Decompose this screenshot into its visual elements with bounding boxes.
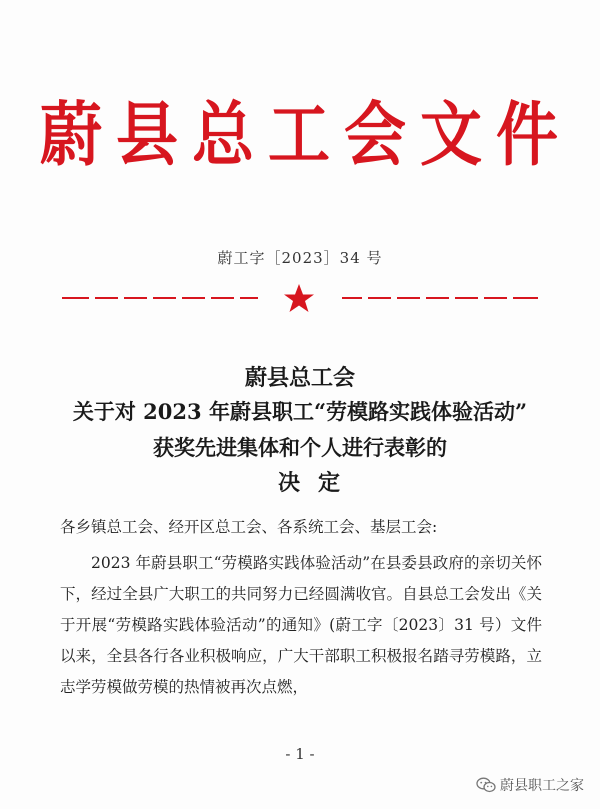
masthead-title: 蔚县总工会文件 (39, 93, 572, 176)
title-line-2: 关于对 2023 年蔚县职工“劳模路实践体验活动” (72, 399, 528, 424)
red-star-icon (282, 283, 316, 313)
page-number: - 1 - (285, 745, 315, 763)
title-line-4: 决定 (277, 470, 358, 496)
document-number: 蔚工字［2023］34 号 (217, 249, 383, 267)
title-line-3: 获奖先进集体和个人进行表彰的 (153, 435, 447, 460)
title-line-1: 蔚县总工会 (244, 365, 355, 391)
watermark (476, 775, 584, 795)
salutation: 各乡镇总工会、经开区总工会、各系统工会、基层工会: (60, 518, 438, 536)
red-divider (62, 283, 538, 313)
body-paragraph: 2023 年蔚县职工“劳模路实践体验活动”在县委县政府的亲切关怀下，经过全县广大职工的共同努力已经圆满收官。自县总工会发出《关于开展“劳模路实践体验活动”的通知》(蔚工字〔2023〕31 号）文件以来，全县各行各业积极响应，广大干部职工积极报名踏寻劳模路，立志学劳模做劳模的热情被再次点燃， (60, 554, 542, 696)
wechat-icon (476, 777, 496, 793)
watermark-text: 蔚县职工之家 (500, 777, 584, 793)
